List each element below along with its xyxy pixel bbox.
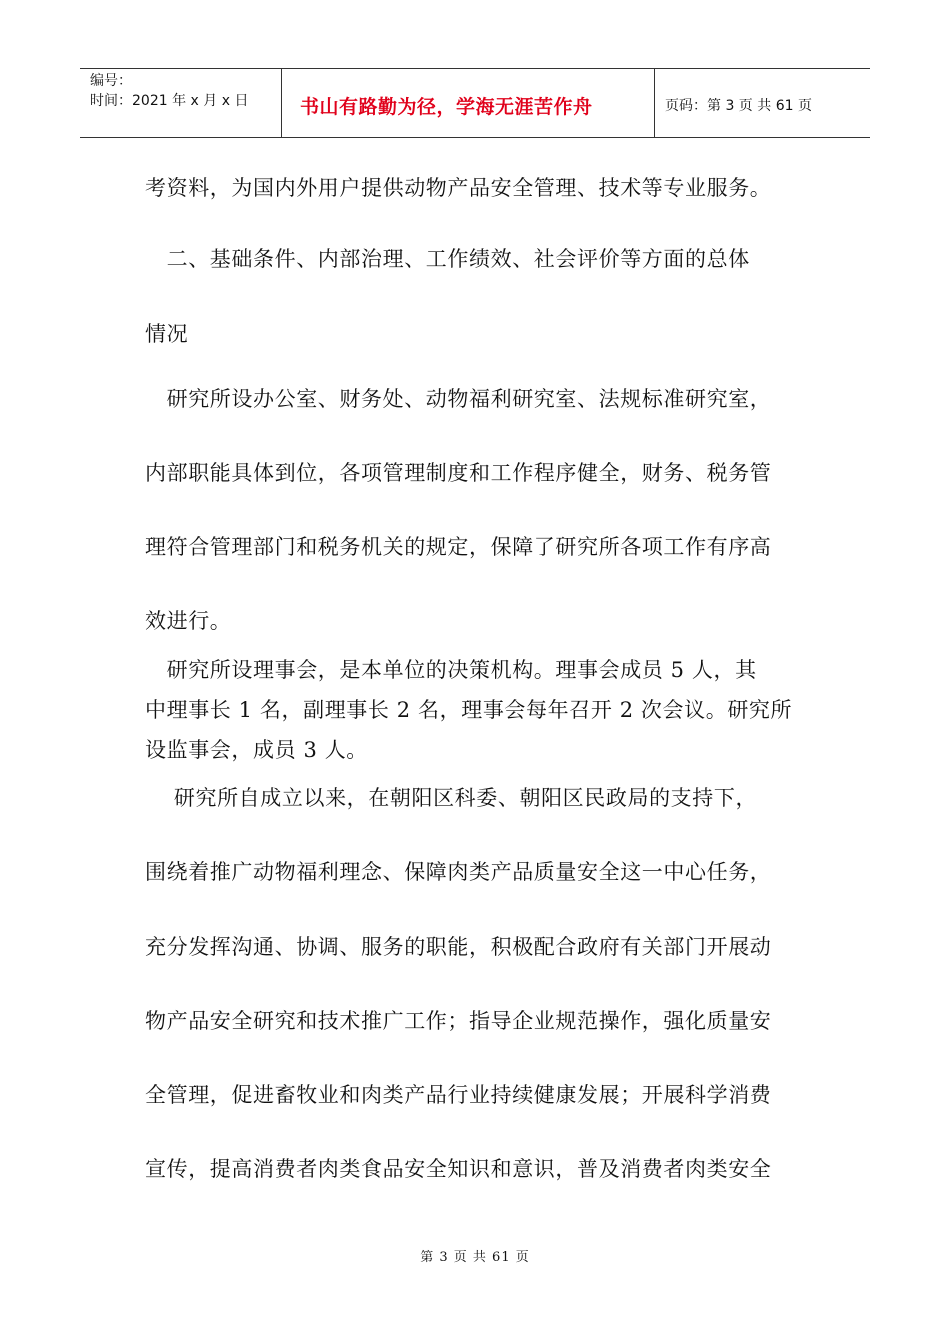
body-line: 情况 (145, 322, 189, 346)
document-date: 时间：2021 年 x 月 x 日 (90, 93, 249, 109)
body-line: 物产品安全研究和技术推广工作；指导企业规范操作，强化质量安 (145, 1009, 772, 1033)
body-line: 内部职能具体到位，各项管理制度和工作程序健全，财务、税务管 (145, 461, 772, 485)
body-line: 研究所自成立以来，在朝阳区科委、朝阳区民政局的支持下， (145, 786, 758, 810)
body-line: 理符合管理部门和税务机关的规定，保障了研究所各项工作有序高 (145, 535, 772, 559)
body-line: 中理事长 1 名，副理事长 2 名，理事会每年召开 2 次会议。研究所 (145, 698, 793, 722)
body-line: 研究所设理事会，是本单位的决策机构。理事会成员 5 人，其 (145, 658, 757, 682)
body-line: 宣传，提高消费者肉类食品安全知识和意识，普及消费者肉类安全 (145, 1157, 772, 1181)
body-line: 研究所设办公室、财务处、动物福利研究室、法规标准研究室， (145, 387, 772, 411)
body-line: 全管理，促进畜牧业和肉类产品行业持续健康发展；开展科学消费 (145, 1083, 772, 1107)
page-header (80, 68, 870, 138)
body-line: 效进行。 (145, 609, 232, 633)
header-motto: 书山有路勤为径，学海无涯苦作舟 (282, 69, 655, 137)
body-line: 考资料，为国内外用户提供动物产品安全管理、技术等专业服务。 (145, 176, 772, 200)
body-line: 设监事会，成员 3 人。 (145, 738, 368, 762)
body-line: 充分发挥沟通、协调、服务的职能，积极配合政府有关部门开展动 (145, 935, 772, 959)
page-footer: 第 3 页 共 61 页 (420, 1250, 530, 1265)
header-meta (80, 69, 282, 137)
body-line: 二、基础条件、内部治理、工作绩效、社会评价等方面的总体 (145, 247, 750, 271)
document-number-label: 编号： (90, 73, 132, 89)
header-page-info: 页码：第 3 页 共 61 页 (665, 98, 812, 114)
body-line: 围绕着推广动物福利理念、保障肉类产品质量安全这一中心任务， (145, 860, 772, 884)
